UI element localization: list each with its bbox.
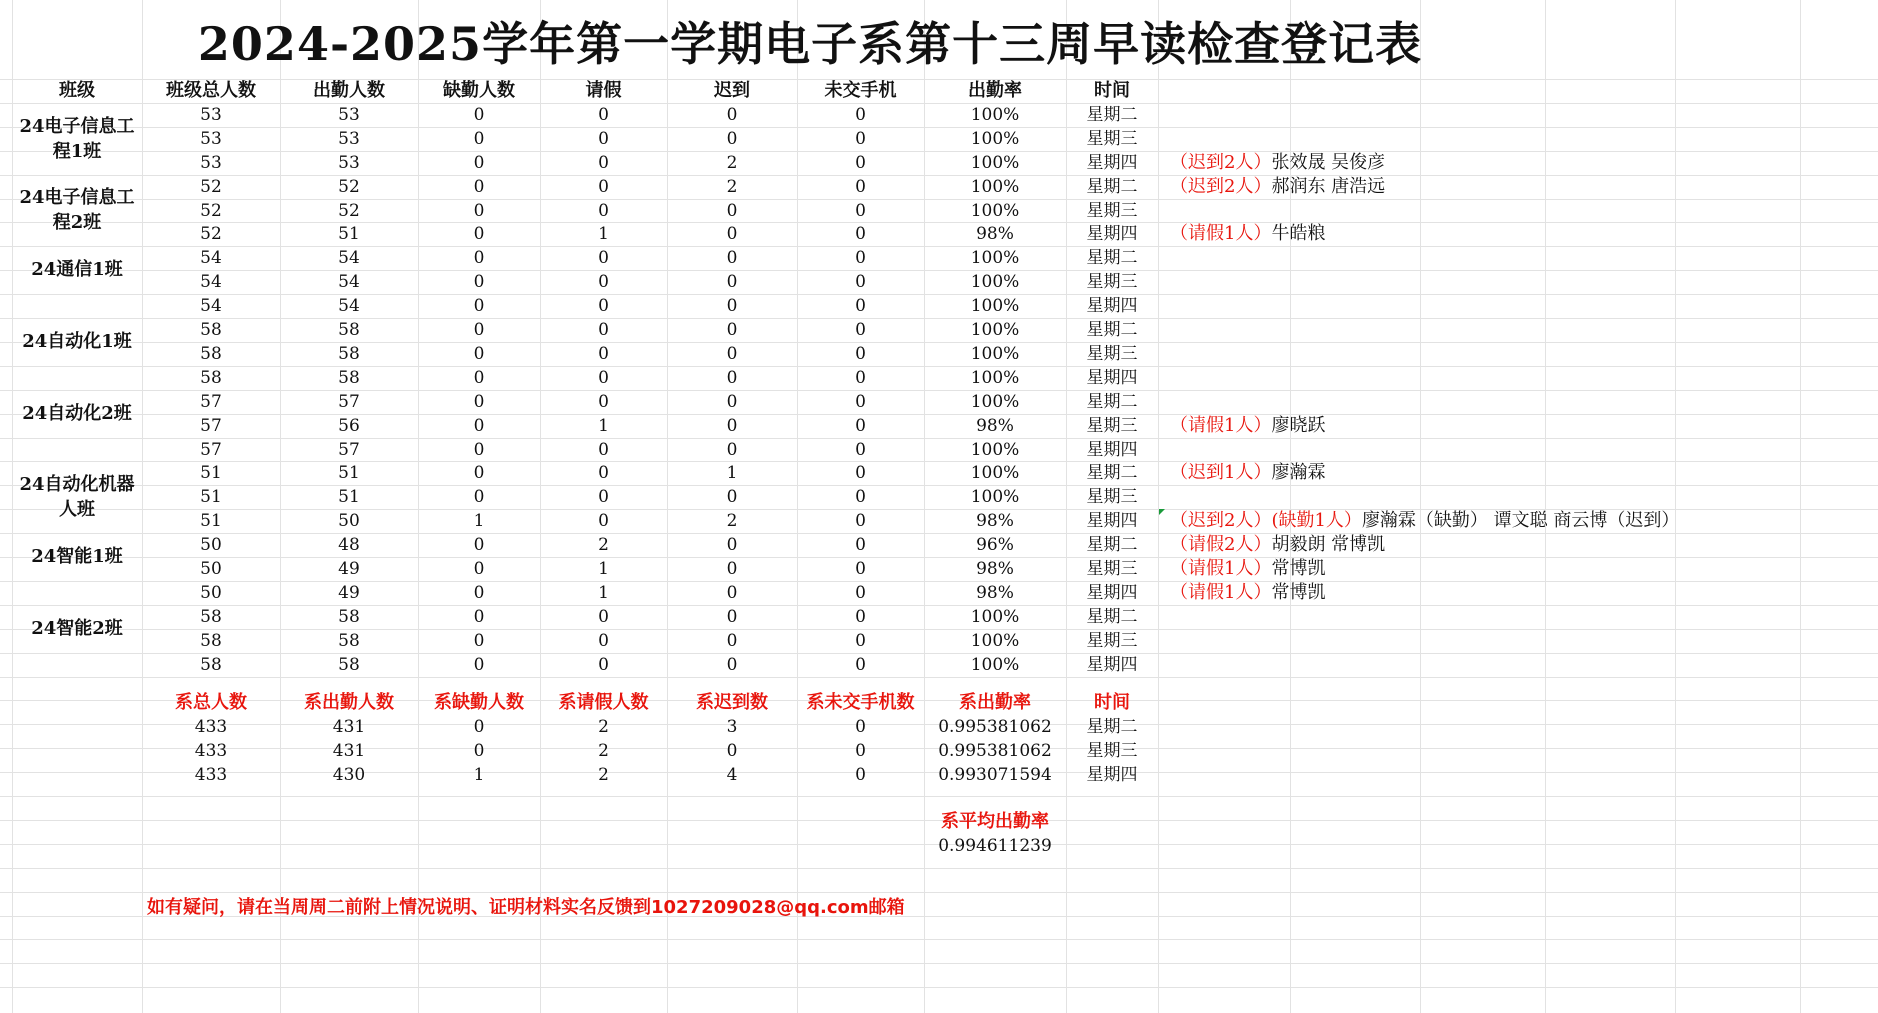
table-cell: 57 (200, 440, 222, 460)
table-cell: 52 (338, 177, 360, 197)
summary-cell: 4 (726, 765, 738, 785)
table-cell: 100% (970, 177, 1020, 197)
table-cell: 57 (338, 392, 360, 412)
table-cell: 0 (726, 272, 738, 292)
table-cell: 58 (200, 344, 222, 364)
column-header: 出勤人数 (313, 80, 385, 101)
table-cell: 0 (473, 655, 485, 675)
remark-tag: （迟到2人） (1170, 152, 1272, 173)
table-cell: 53 (338, 153, 360, 173)
table-cell: 49 (338, 559, 360, 579)
table-cell: 1 (598, 583, 609, 603)
table-cell: 49 (338, 583, 360, 603)
page-title: 2024-2025学年第一学期电子系第十三周早读检查登记表 (197, 17, 1423, 71)
table-cell: 100% (970, 272, 1020, 292)
table-cell: 0 (855, 511, 866, 531)
table-cell: 星期四 (1086, 511, 1138, 531)
table-cell: 53 (338, 105, 360, 125)
table-cell: 星期四 (1086, 655, 1138, 675)
remark-names: 廖晓跃 (1271, 415, 1326, 436)
table-cell: 52 (200, 177, 222, 197)
summary-cell: 0 (473, 717, 485, 737)
remark-tag: （请假1人） (1170, 223, 1272, 244)
table-cell: 51 (200, 487, 222, 507)
table-cell: 0 (598, 129, 609, 149)
remark-tag: （迟到2人）(缺勤1人） (1170, 510, 1362, 531)
class-name: 24电子信息工程1班 (19, 116, 135, 162)
table-cell: 54 (338, 296, 360, 316)
summary-cell: 0 (473, 741, 485, 761)
table-cell: 0 (855, 631, 866, 651)
table-cell: 2 (598, 535, 609, 555)
table-cell: 星期二 (1086, 607, 1138, 627)
table-cell: 0 (726, 320, 738, 340)
table-cell: 53 (200, 129, 222, 149)
remark-names: 廖瀚霖 (1271, 462, 1326, 483)
table-cell: 0 (726, 607, 738, 627)
remark-names: 牛皓粮 (1271, 223, 1326, 244)
table-cell: 0 (473, 416, 485, 436)
table-cell: 0 (855, 463, 866, 483)
table-cell: 98% (976, 583, 1014, 603)
summary-cell: 0.995381062 (938, 741, 1052, 761)
table-cell: 星期四 (1086, 583, 1138, 603)
table-cell: 0 (598, 177, 609, 197)
remark-line (1170, 533, 1385, 557)
table-cell: 0 (855, 201, 866, 221)
table-cell: 星期四 (1086, 440, 1138, 460)
remark-line (1170, 151, 1385, 175)
summary-cell: 2 (598, 717, 609, 737)
table-cell: 0 (598, 655, 609, 675)
table-cell: 星期四 (1086, 296, 1138, 316)
table-cell: 1 (598, 224, 609, 244)
table-cell: 0 (473, 607, 485, 627)
table-cell: 54 (200, 248, 222, 268)
summary-cell: 2 (598, 765, 609, 785)
table-cell: 48 (338, 535, 360, 555)
table-cell: 57 (338, 440, 360, 460)
summary-cell: 星期三 (1086, 741, 1138, 761)
table-cell: 星期四 (1086, 224, 1138, 244)
table-cell: 0 (855, 535, 866, 555)
table-cell: 0 (473, 368, 485, 388)
table-cell: 100% (970, 201, 1020, 221)
remark-tag: （请假1人） (1170, 415, 1272, 436)
table-cell: 58 (338, 655, 360, 675)
table-cell: 0 (473, 583, 485, 603)
remark-names: 胡毅朗 常博凯 (1271, 534, 1386, 555)
summary-cell: 星期二 (1086, 717, 1138, 737)
remark-line (1170, 509, 1679, 533)
table-cell: 0 (473, 201, 485, 221)
table-cell: 2 (726, 153, 738, 173)
table-cell: 星期三 (1086, 559, 1138, 579)
column-header: 班级总人数 (166, 80, 256, 101)
column-header: 出勤率 (968, 80, 1022, 101)
table-cell: 0 (598, 105, 609, 125)
summary-cell: 430 (332, 765, 366, 785)
table-cell: 0 (726, 201, 738, 221)
table-cell: 0 (598, 153, 609, 173)
table-cell: 星期三 (1086, 416, 1138, 436)
table-cell: 0 (726, 440, 738, 460)
table-cell: 1 (473, 511, 485, 531)
table-cell: 0 (598, 631, 609, 651)
table-cell: 0 (473, 392, 485, 412)
table-cell: 50 (200, 583, 222, 603)
table-cell: 0 (726, 583, 738, 603)
table-cell: 0 (855, 344, 866, 364)
remark-line (1170, 222, 1325, 246)
remark-line (1170, 414, 1325, 438)
table-cell: 星期二 (1086, 463, 1138, 483)
table-cell: 0 (473, 344, 485, 364)
table-cell: 52 (200, 224, 222, 244)
summary-cell: 0 (726, 741, 738, 761)
table-cell: 52 (338, 201, 360, 221)
column-header: 迟到 (714, 80, 750, 101)
table-cell: 58 (200, 607, 222, 627)
table-cell: 0 (473, 296, 485, 316)
table-cell: 0 (726, 344, 738, 364)
remark-tag: （请假2人） (1170, 534, 1272, 555)
table-cell: 0 (726, 368, 738, 388)
table-cell: 星期四 (1086, 368, 1138, 388)
remark-line (1170, 175, 1385, 199)
table-cell: 58 (338, 631, 360, 651)
table-cell: 0 (473, 535, 485, 555)
table-cell: 星期三 (1086, 631, 1138, 651)
table-cell: 0 (855, 224, 866, 244)
table-cell: 100% (970, 320, 1020, 340)
summary-header: 系总人数 (175, 692, 247, 713)
table-cell: 星期三 (1086, 344, 1138, 364)
remark-line (1170, 557, 1325, 581)
summary-header: 系缺勤人数 (434, 692, 524, 713)
class-name: 24通信1班 (31, 259, 123, 280)
table-cell: 51 (200, 463, 222, 483)
table-cell: 50 (200, 535, 222, 555)
table-cell: 53 (200, 153, 222, 173)
table-cell: 54 (338, 248, 360, 268)
table-cell: 0 (473, 272, 485, 292)
summary-cell: 0.993071594 (938, 765, 1052, 785)
table-cell: 0 (726, 416, 738, 436)
table-cell: 57 (200, 392, 222, 412)
table-cell: 0 (726, 655, 738, 675)
summary-header: 系迟到数 (696, 692, 768, 713)
summary-cell: 2 (598, 741, 609, 761)
table-cell: 54 (338, 272, 360, 292)
table-cell: 0 (598, 201, 609, 221)
table-cell: 51 (338, 463, 360, 483)
summary-header: 系未交手机数 (806, 692, 915, 713)
table-cell: 0 (855, 320, 866, 340)
table-cell: 1 (726, 463, 738, 483)
table-cell: 0 (855, 655, 866, 675)
summary-cell: 431 (332, 717, 366, 737)
table-cell: 52 (200, 201, 222, 221)
table-cell: 0 (855, 105, 866, 125)
table-cell: 星期三 (1086, 487, 1138, 507)
table-cell: 100% (970, 463, 1020, 483)
table-cell: 100% (970, 631, 1020, 651)
column-header: 请假 (585, 80, 622, 101)
summary-header: 系出勤人数 (304, 692, 394, 713)
table-cell: 100% (970, 440, 1020, 460)
table-cell: 0 (598, 463, 609, 483)
table-cell: 0 (855, 153, 866, 173)
table-cell: 51 (338, 224, 360, 244)
table-cell: 98% (976, 559, 1014, 579)
table-cell: 星期三 (1086, 201, 1138, 221)
summary-cell: 星期四 (1086, 765, 1138, 785)
table-cell: 0 (598, 296, 609, 316)
table-cell: 51 (200, 511, 222, 531)
table-cell: 100% (970, 607, 1020, 627)
table-cell: 54 (200, 272, 222, 292)
table-cell: 0 (598, 511, 609, 531)
table-cell: 96% (976, 535, 1014, 555)
table-cell: 58 (200, 655, 222, 675)
table-cell: 58 (338, 368, 360, 388)
table-cell: 100% (970, 129, 1020, 149)
comment-indicator-icon (1159, 509, 1165, 515)
table-cell: 100% (970, 248, 1020, 268)
table-cell: 98% (976, 511, 1014, 531)
table-cell: 0 (598, 368, 609, 388)
table-cell: 0 (726, 487, 738, 507)
table-cell: 0 (598, 320, 609, 340)
summary-cell: 0 (855, 765, 866, 785)
remark-names: 郝润东 唐浩远 (1271, 176, 1386, 197)
table-cell: 0 (726, 392, 738, 412)
average-rate-label: 系平均出勤率 (941, 811, 1049, 832)
table-cell: 1 (598, 559, 609, 579)
table-cell: 0 (726, 224, 738, 244)
table-cell: 0 (598, 440, 609, 460)
table-cell: 0 (473, 105, 485, 125)
table-cell: 星期二 (1086, 320, 1138, 340)
table-cell: 56 (338, 416, 360, 436)
remark-names: 常博凯 (1271, 558, 1326, 579)
table-cell: 58 (200, 631, 222, 651)
column-header: 班级 (59, 80, 95, 101)
summary-header: 时间 (1094, 692, 1130, 713)
table-cell: 0 (855, 559, 866, 579)
table-cell: 57 (200, 416, 222, 436)
table-cell: 0 (855, 440, 866, 460)
class-name: 24智能1班 (31, 546, 123, 567)
summary-cell: 0.995381062 (938, 717, 1052, 737)
summary-header: 系出勤率 (959, 692, 1031, 713)
summary-cell: 0 (855, 717, 866, 737)
table-cell: 星期三 (1086, 272, 1138, 292)
table-cell: 100% (970, 105, 1020, 125)
table-cell: 0 (726, 296, 738, 316)
summary-cell: 3 (726, 717, 738, 737)
table-cell: 0 (598, 607, 609, 627)
table-cell: 58 (200, 368, 222, 388)
table-cell: 100% (970, 296, 1020, 316)
summary-cell: 433 (194, 765, 228, 785)
table-cell: 星期二 (1086, 392, 1138, 412)
table-cell: 0 (855, 177, 866, 197)
class-name: 24自动化2班 (22, 403, 132, 424)
table-cell: 0 (855, 129, 866, 149)
class-name: 24自动化机器人班 (19, 474, 135, 520)
table-cell: 星期二 (1086, 248, 1138, 268)
table-cell: 100% (970, 487, 1020, 507)
summary-cell: 433 (194, 717, 228, 737)
class-name: 24智能2班 (31, 618, 123, 639)
remark-names: 常博凯 (1271, 582, 1326, 603)
average-rate-value: 0.994611239 (938, 836, 1052, 856)
table-cell: 58 (338, 320, 360, 340)
table-cell: 星期二 (1086, 177, 1138, 197)
column-header: 缺勤人数 (443, 80, 515, 101)
table-cell: 0 (855, 368, 866, 388)
remark-tag: （迟到2人） (1170, 176, 1272, 197)
summary-cell: 1 (473, 765, 485, 785)
table-cell: 0 (473, 320, 485, 340)
table-cell: 0 (473, 559, 485, 579)
feedback-note: 如有疑问，请在当周周二前附上情况说明、证明材料实名反馈到1027209028@qq.com邮箱 (147, 897, 905, 918)
table-cell: 58 (200, 320, 222, 340)
table-cell: 0 (473, 224, 485, 244)
remark-names: 张效晟 吴俊彦 (1271, 152, 1386, 173)
table-cell: 0 (598, 248, 609, 268)
table-cell: 51 (338, 487, 360, 507)
table-cell: 星期二 (1086, 535, 1138, 555)
table-cell: 0 (855, 607, 866, 627)
table-cell: 0 (855, 296, 866, 316)
table-cell: 0 (473, 177, 485, 197)
summary-cell: 431 (332, 741, 366, 761)
table-cell: 0 (473, 153, 485, 173)
table-cell: 0 (855, 272, 866, 292)
table-cell: 0 (473, 129, 485, 149)
table-cell: 100% (970, 344, 1020, 364)
table-cell: 98% (976, 224, 1014, 244)
table-cell: 100% (970, 392, 1020, 412)
table-cell: 2 (726, 511, 738, 531)
table-cell: 50 (200, 559, 222, 579)
table-cell: 0 (726, 631, 738, 651)
column-header: 未交手机 (824, 80, 897, 101)
table-cell: 0 (726, 535, 738, 555)
column-header: 时间 (1094, 80, 1130, 101)
summary-cell: 0 (855, 741, 866, 761)
table-cell: 58 (338, 344, 360, 364)
class-name: 24自动化1班 (22, 331, 132, 352)
remark-tag: （迟到1人） (1170, 462, 1272, 483)
table-cell: 0 (855, 487, 866, 507)
table-cell: 50 (338, 511, 360, 531)
table-cell: 0 (598, 272, 609, 292)
table-cell: 0 (598, 392, 609, 412)
table-cell: 53 (338, 129, 360, 149)
table-cell: 0 (726, 105, 738, 125)
remark-line (1170, 581, 1325, 605)
table-cell: 0 (473, 248, 485, 268)
remark-line (1170, 461, 1325, 485)
table-cell: 星期三 (1086, 129, 1138, 149)
summary-cell: 433 (194, 741, 228, 761)
table-cell: 100% (970, 153, 1020, 173)
table-cell: 0 (598, 487, 609, 507)
table-cell: 0 (726, 248, 738, 268)
remark-names: 廖瀚霖（缺勤） 谭文聪 商云博（迟到） (1361, 510, 1680, 531)
table-cell: 0 (473, 631, 485, 651)
table-cell: 0 (855, 583, 866, 603)
table-cell: 54 (200, 296, 222, 316)
table-cell: 53 (200, 105, 222, 125)
table-cell: 0 (855, 416, 866, 436)
table-cell: 0 (598, 344, 609, 364)
remark-tag: （请假1人） (1170, 558, 1272, 579)
table-cell: 0 (473, 487, 485, 507)
table-cell: 星期四 (1086, 153, 1138, 173)
table-cell: 0 (473, 440, 485, 460)
table-cell: 星期二 (1086, 105, 1138, 125)
table-cell: 0 (473, 463, 485, 483)
table-cell: 2 (726, 177, 738, 197)
table-cell: 98% (976, 416, 1014, 436)
summary-header: 系请假人数 (558, 692, 649, 713)
table-cell: 0 (855, 248, 866, 268)
table-cell: 1 (598, 416, 609, 436)
table-cell: 0 (726, 129, 738, 149)
table-cell: 100% (970, 655, 1020, 675)
table-cell: 58 (338, 607, 360, 627)
table-cell: 100% (970, 368, 1020, 388)
table-cell: 0 (855, 392, 866, 412)
table-cell: 0 (726, 559, 738, 579)
remark-tag: （请假1人） (1170, 582, 1272, 603)
class-name: 24电子信息工程2班 (19, 187, 135, 233)
